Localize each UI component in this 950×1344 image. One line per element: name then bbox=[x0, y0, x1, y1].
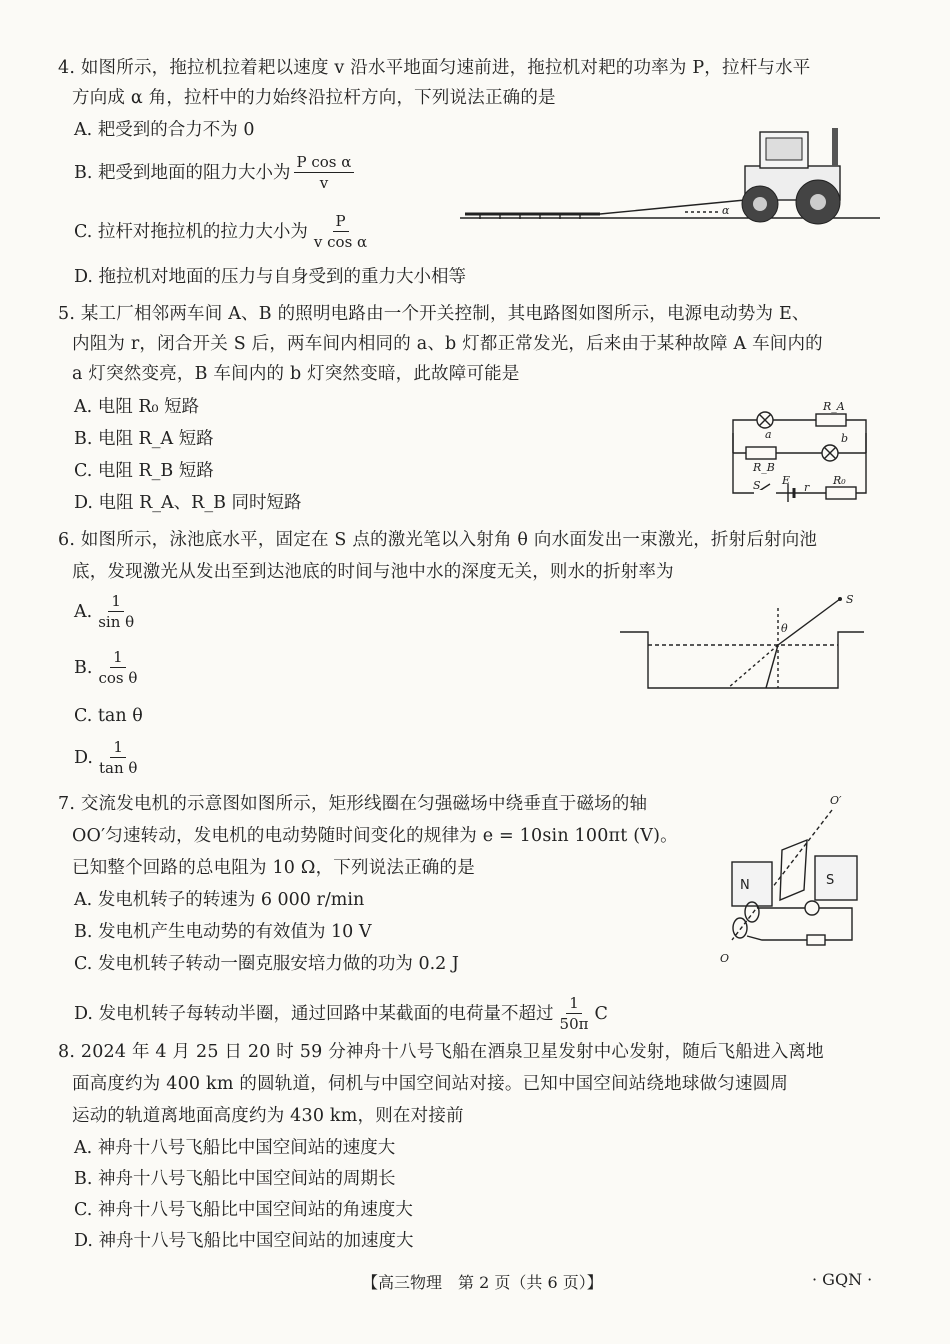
angle-alpha-label: α bbox=[722, 204, 730, 217]
pool-diagram bbox=[618, 590, 868, 695]
q5-option-a: A. 电阻 R₀ 短路 bbox=[74, 397, 200, 417]
q6-option-d bbox=[74, 738, 143, 777]
q6-option-d-fraction bbox=[96, 738, 140, 777]
q7-stem-line1: 7. 交流发电机的示意图如图所示，矩形线圈在匀强磁场中绕垂直于磁场的轴 bbox=[58, 794, 648, 814]
fraction-numerator: P bbox=[333, 212, 349, 232]
label-switch: S bbox=[753, 479, 761, 492]
q7-option-c: C. 发电机转子转动一圈克服安培力做的功为 0.2 J bbox=[74, 954, 459, 974]
magnet-n bbox=[732, 862, 772, 906]
fraction-denominator: sin θ bbox=[98, 613, 135, 631]
footer-page-info: 【高三物理 第 2 页（共 6 页）】 bbox=[362, 1273, 603, 1292]
q7-stem-line2: OO′匀速转动，发电机的电动势随时间变化的规律为 e = 10sin 100πt (V)。 bbox=[72, 826, 678, 846]
fraction-numerator: 1 bbox=[108, 592, 124, 612]
q6-option-a bbox=[74, 592, 140, 631]
fraction-numerator: 1 bbox=[110, 738, 126, 758]
resistor-r0-icon bbox=[826, 487, 856, 499]
external-wire-2 bbox=[747, 936, 807, 940]
q5-option-c: C. 电阻 R_B 短路 bbox=[74, 461, 214, 481]
magnet-s bbox=[815, 856, 857, 900]
fraction-denominator: v cos α bbox=[313, 233, 368, 251]
q5-option-d: D. 电阻 R_A、R_B 同时短路 bbox=[74, 493, 302, 513]
q7-option-d bbox=[74, 994, 608, 1033]
q4-option-c-text: C. 拉杆对拖拉机的拉力大小为 bbox=[74, 221, 308, 242]
generator-diagram bbox=[712, 790, 872, 970]
coil bbox=[780, 840, 807, 900]
label-s: S bbox=[846, 593, 854, 606]
label-ra: R_A bbox=[823, 400, 845, 413]
external-wire-1 bbox=[757, 908, 852, 940]
q4-option-c-fraction bbox=[311, 212, 370, 251]
resistor-icon bbox=[807, 935, 825, 945]
circuit-diagram bbox=[728, 398, 868, 498]
q6-stem-line2: 底，发现激光从发出至到达池底的时间与池中水的深度无关，则水的折射率为 bbox=[72, 562, 674, 582]
q4-option-b bbox=[74, 153, 357, 192]
label-o-prime: O′ bbox=[830, 794, 842, 807]
footer-code: · GQN · bbox=[812, 1270, 873, 1289]
q7-option-a: A. 发电机转子的转速为 6 000 r/min bbox=[74, 890, 365, 910]
fraction-denominator: cos θ bbox=[98, 669, 138, 687]
fraction-denominator: 50π bbox=[559, 1015, 589, 1033]
q8-stem-line3: 运动的轨道离地面高度约为 430 km，则在对接前 bbox=[72, 1106, 464, 1126]
q8-option-d: D. 神舟十八号飞船比中国空间站的加速度大 bbox=[74, 1231, 414, 1251]
pool-outline bbox=[620, 632, 864, 688]
option-label: A. bbox=[74, 601, 93, 622]
label-r0: R₀ bbox=[833, 474, 846, 487]
q7-stem-line3: 已知整个回路的总电阻为 10 Ω，下列说法正确的是 bbox=[72, 858, 475, 878]
slip-ring-2 bbox=[733, 918, 747, 938]
q5-stem-line3: a 灯突然变亮，B 车间内的 b 灯突然变暗，此故障可能是 bbox=[72, 364, 520, 384]
label-s: S bbox=[826, 873, 835, 888]
label-lamp-b: b bbox=[841, 432, 849, 445]
q4-stem-line1: 4. 如图所示，拖拉机拉着耙以速度 v 沿水平地面匀速前进，拖拉机对耙的功率为 P，拉杆与水平 bbox=[58, 58, 811, 78]
q5-stem-line1: 5. 某工厂相邻两车间 A、B 的照明电路由一个开关控制，其电路图如图所示，电源电动势为 E、 bbox=[58, 304, 810, 324]
q6-option-b-fraction bbox=[95, 648, 140, 687]
extended-ray bbox=[728, 645, 778, 688]
resistor-rb-icon bbox=[746, 447, 776, 459]
q6-option-c: C. tan θ bbox=[74, 706, 143, 726]
q4-option-d: D. 拖拉机对地面的压力与自身受到的重力大小相等 bbox=[74, 267, 467, 287]
label-lamp-a: a bbox=[765, 428, 772, 441]
q7-option-d-text: D. 发电机转子每转动半圈，通过回路中某截面的电荷量不超过 bbox=[74, 1003, 554, 1024]
label-internal-r: r bbox=[804, 481, 810, 494]
fraction-denominator: tan θ bbox=[98, 759, 138, 777]
q8-option-c: C. 神舟十八号飞船比中国空间站的角速度大 bbox=[74, 1200, 413, 1220]
unit-coulomb: C bbox=[594, 1003, 608, 1024]
q4-option-c bbox=[74, 212, 373, 251]
label-emf: E bbox=[782, 474, 791, 487]
fraction-numerator: 1 bbox=[110, 648, 126, 668]
q7-option-d-fraction bbox=[557, 994, 592, 1033]
q4-option-b-fraction bbox=[294, 153, 355, 192]
q8-option-b: B. 神舟十八号飞船比中国空间站的周期长 bbox=[74, 1169, 396, 1189]
fraction-denominator: v bbox=[319, 174, 329, 192]
q6-option-b bbox=[74, 648, 143, 687]
q4-option-b-text: B. 耙受到地面的阻力大小为 bbox=[74, 162, 291, 183]
refracted-ray bbox=[766, 645, 778, 688]
tractor-figure bbox=[460, 128, 880, 228]
q6-stem-line1: 6. 如图所示，泳池底水平，固定在 S 点的激光笔以入射角 θ 向水面发出一束激光，折射后射向池 bbox=[58, 530, 818, 550]
q8-stem-line1: 8. 2024 年 4 月 25 日 20 时 59 分神舟十八号飞船在酒泉卫星发射中心发射，随后飞船进入离地 bbox=[58, 1042, 824, 1062]
q5-stem-line2: 内阻为 r，闭合开关 S 后，两车间内相同的 a、b 灯都正常发光，后来由于某种故障 A 车间内的 bbox=[72, 334, 823, 354]
q5-option-b: B. 电阻 R_A 短路 bbox=[74, 429, 214, 449]
ammeter-icon bbox=[805, 901, 819, 915]
q7-option-b: B. 发电机产生电动势的有效值为 10 V bbox=[74, 922, 372, 942]
option-label: B. bbox=[74, 657, 93, 678]
laser-point bbox=[838, 597, 842, 601]
fraction-numerator: 1 bbox=[566, 994, 582, 1014]
label-theta: θ bbox=[781, 622, 788, 635]
q4-stem-line2: 方向成 α 角，拉杆中的力始终沿拉杆方向，下列说法正确的是 bbox=[72, 88, 556, 108]
q4-option-a: A. 耙受到的合力不为 0 bbox=[74, 120, 255, 140]
option-label: D. bbox=[74, 747, 93, 768]
q8-option-a: A. 神舟十八号飞船比中国空间站的速度大 bbox=[74, 1138, 396, 1158]
resistor-ra-icon bbox=[816, 414, 846, 426]
q6-option-a-fraction bbox=[95, 592, 137, 631]
q8-stem-line2: 面高度约为 400 km 的圆轨道，伺机与中国空间站对接。已知中国空间站绕地球做匀速圆周 bbox=[72, 1074, 789, 1094]
label-o: O bbox=[720, 952, 730, 965]
tractor-icon bbox=[742, 128, 840, 224]
fraction-numerator: P cos α bbox=[294, 153, 355, 173]
label-n: N bbox=[740, 878, 750, 893]
label-rb: R_B bbox=[753, 461, 775, 474]
